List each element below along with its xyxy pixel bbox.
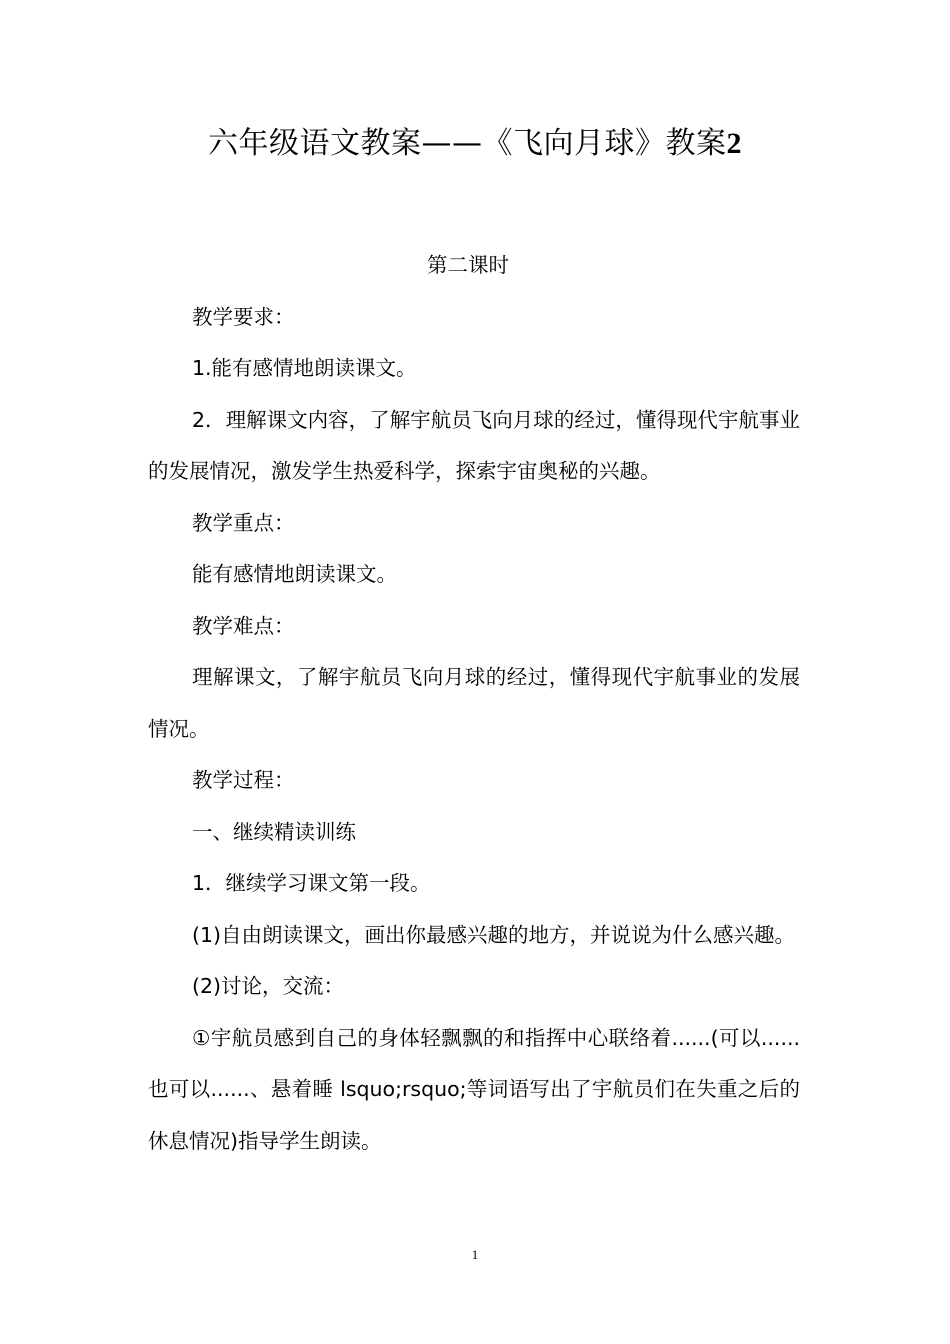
section-subtitle: 第二课时 — [427, 253, 509, 277]
paragraph-step-one-heading: 一、继续精读训练 — [192, 819, 356, 844]
document-body — [148, 240, 800, 1167]
title-number: 2 — [726, 127, 742, 160]
paragraph-difficulties-heading: 教学难点： — [192, 613, 295, 638]
paragraph-step-1-1: (1)自由朗读课文，画出你最感兴趣的地方，并说说为什么感兴趣。 — [192, 922, 796, 947]
paragraph-process-heading: 教学过程： — [192, 768, 295, 792]
paragraph-teaching-requirements-heading: 教学要求： — [192, 304, 295, 329]
document-title — [0, 120, 950, 168]
paragraph-key-points-heading: 教学重点： — [192, 510, 295, 535]
paragraph-step-1-2-a: ①宇航员感到自己的身体轻飘飘的和指挥中心联络着......(可以......也可以......、悬着睡 lsquo;rsquo;等词语写出了宇航员们在失重之后的休息情况)指导学生朗读。 — [148, 1025, 800, 1153]
page-number: 1 — [471, 1247, 479, 1262]
paragraph-difficulties: 理解课文，了解宇航员飞向月球的经过，懂得现代宇航事业的发展情况。 — [148, 665, 800, 741]
paragraph-step-1: 1．继续学习课文第一段。 — [192, 871, 431, 895]
paragraph-requirement-1: 1.能有感情地朗读课文。 — [192, 356, 417, 380]
paragraph-step-1-2: (2)讨论，交流： — [192, 974, 345, 998]
paragraph-key-points: 能有感情地朗读课文。 — [192, 562, 397, 586]
title-text: 六年级语文教案——《飞向月球》教案 — [208, 126, 727, 161]
paragraph-requirement-2: 2．理解课文内容，了解宇航员飞向月球的经过，懂得现代宇航事业的发展情况，激发学生热爱科学，探索宇宙奥秘的兴趣。 — [148, 407, 800, 483]
